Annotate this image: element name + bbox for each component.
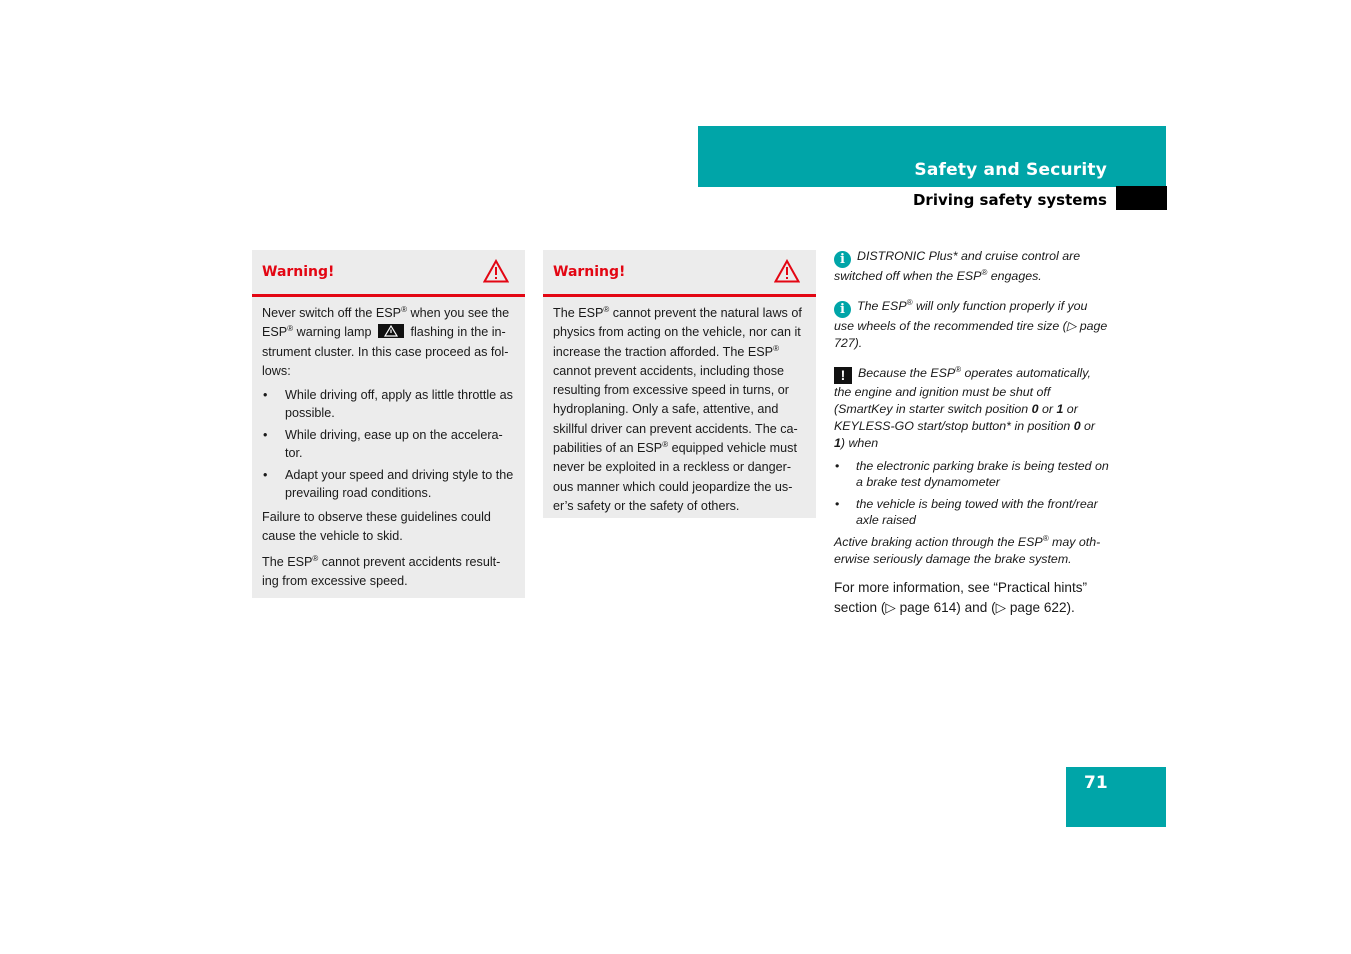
list-item: • While driving, ease up on the accelera-tor. xyxy=(262,427,516,462)
warning-triangle-icon xyxy=(483,259,509,283)
exclamation-icon: ! xyxy=(834,367,852,384)
page-number: 71 xyxy=(1084,773,1108,793)
chapter-tab-marker xyxy=(1116,186,1167,210)
info-note-1: i DISTRONIC Plus* and cruise control are switched off when the ESP® engages. xyxy=(834,249,1081,283)
caution-paragraph: Active braking action through the ESP® may oth-erwise seriously damage the brake system. xyxy=(834,533,1101,566)
info-icon: i xyxy=(834,301,851,318)
esp-warning-lamp-icon xyxy=(378,324,404,338)
warning-label: Warning! xyxy=(262,264,335,280)
info-icon: i xyxy=(834,251,851,268)
warning-paragraph-1: Never switch off the ESP® when you see the ESP® warning lamp flashing in the in-strument cluster. In this case proceed as fol-lows: xyxy=(262,304,510,378)
section-title: Safety and Security xyxy=(914,160,1107,180)
page-number-box xyxy=(1066,767,1166,827)
info-note-2: i The ESP® will only function properly if you use wheels of the recommended tire size (▷ page 727). xyxy=(834,297,1108,350)
more-info-text: For more information, see “Practical hints” section (▷ page 614) and (▷ page 622). xyxy=(834,580,1088,615)
warning-header xyxy=(543,250,816,297)
warning-paragraph-2: Failure to observe these guidelines could cause the vehicle to skid. xyxy=(262,510,491,544)
subsection-title: Driving safety systems xyxy=(912,191,1107,209)
warning-bullet-list xyxy=(262,387,516,502)
warning-paragraph: The ESP® cannot prevent the natural laws of physics from acting on the vehicle, nor can it increase the traction afforded. The ESP® cannot prevent accidents, including those resulting from excessive speed in turns, or hydroplaning. Only a safe, attentive, and skillful driver can prevent accidents. The ca-pabilities of an ESP® equipped vehicle must never be exploited in a reckless or danger-ous manner which could jeopardize the us-er’s safety or the safety of others. xyxy=(553,304,802,513)
caution-bullet-list xyxy=(834,458,1109,528)
list-item: • the vehicle is being towed with the front/rear axle raised xyxy=(834,496,1109,528)
list-item: • While driving off, apply as little throttle as possible. xyxy=(262,387,516,422)
warning-triangle-icon xyxy=(774,259,800,283)
warning-label: Warning! xyxy=(553,264,626,280)
list-item: • the electronic parking brake is being tested on a brake test dynamometer xyxy=(834,458,1109,490)
warning-header xyxy=(252,250,525,297)
warning-paragraph-3: The ESP® cannot prevent accidents result-ing from excessive speed. xyxy=(262,553,501,589)
warning-box-1 xyxy=(252,250,525,598)
caution-note: ! Because the ESP® operates automatically, the engine and ignition must be shut off (SmartKey in starter switch position 0 or 1 or KEYLESS-GO start/stop button* in position 0 or 1) when • the electronic parking brake is being tested on a brake test dynamometer • the vehicle is being towed with the front/rear axle raised Active braking action through the ESP® may oth-erwise seriously damage the brake system. xyxy=(834,365,1109,568)
notes-column xyxy=(834,248,1109,617)
list-item: • Adapt your speed and driving style to the prevailing road conditions. xyxy=(262,467,516,502)
warning-box-2 xyxy=(543,250,816,518)
